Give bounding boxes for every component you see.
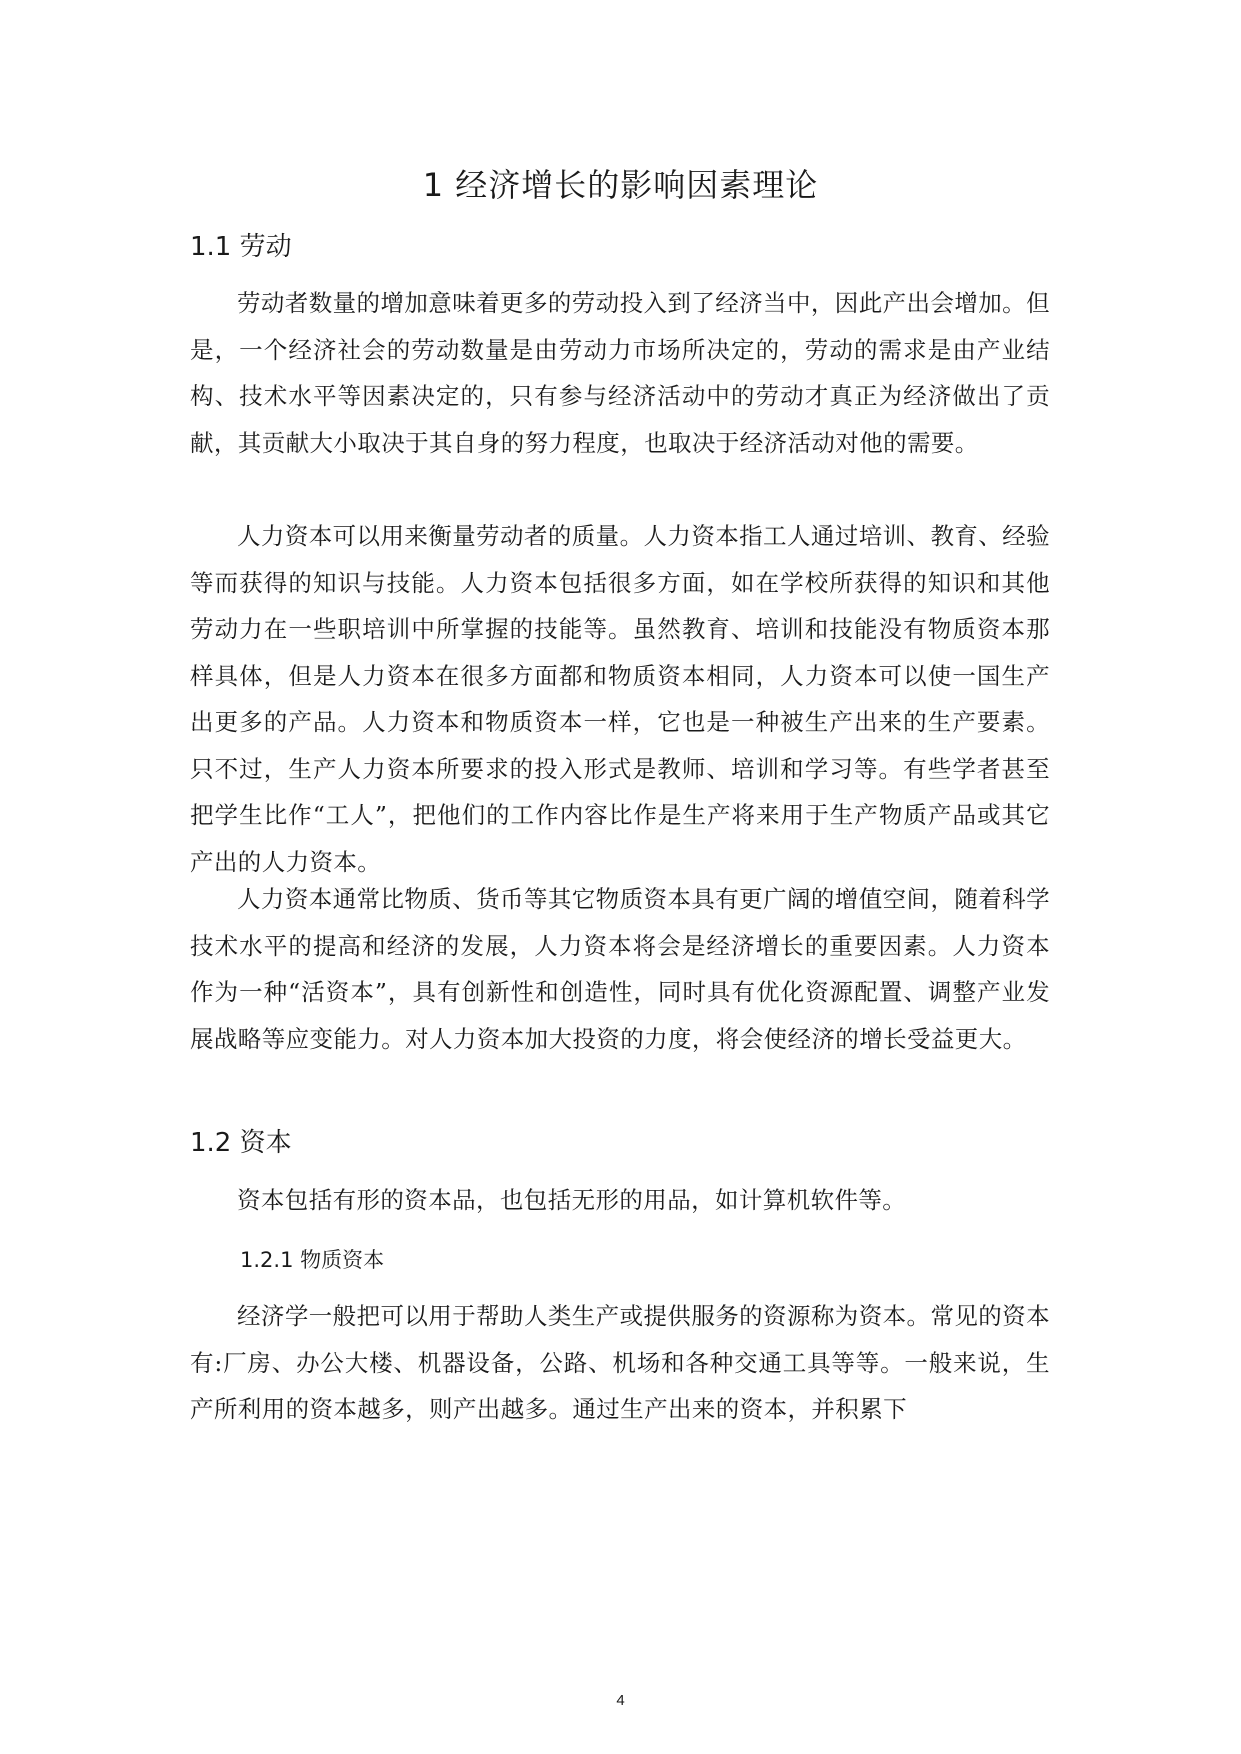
paragraph-labor-quantity: 劳动者数量的增加意味着更多的劳动投入到了经济当中，因此产出会增加。但是，一个经济社会的劳动数量是由劳动力市场所决定的，劳动的需求是由产业结构、技术水平等因素决定的，只有参与经济活动中的劳动才真正为经济做出了贡献，其贡献大小取决于其自身的努力程度，也取决于经济活动对他的需要。 xyxy=(190,289,1050,457)
paragraph-human-capital: 人力资本可以用来衡量劳动者的质量。人力资本指工人通过培训、教育、经验等而获得的知识与技能。人力资本包括很多方面，如在学校所获得的知识和其他劳动力在一些职培训中所掌握的技能等。虽然教育、培训和技能没有物质资本那样具体，但是人力资本在很多方面都和物质资本相同，人力资本可以使一国生产出更多的产品。人力资本和物质资本一样，它也是一种被生产出来的生产要素。只不过，生产人力资本所要求的投入形式是教师、培训和学习等。有些学者甚至把学生比作“工人”，把他们的工作内容比作是生产将来用于生产物质产品或其它产出的人力资本。 xyxy=(190,522,1050,876)
chapter-title: 1 经济增长的影响因素理论 xyxy=(422,166,819,204)
paragraph-physical-capital: 经济学一般把可以用于帮助人类生产或提供服务的资源称为资本。常见的资本有:厂房、办公大楼、机器设备，公路、机场和各种交通工具等等。一般来说，生产所利用的资本越多，则产出越多。通过生产出来的资本，并积累下 xyxy=(190,1302,1050,1423)
section-heading-labor: 1.1 劳动 xyxy=(190,232,292,262)
paragraph-human-capital-growth: 人力资本通常比物质、货币等其它物质资本具有更广阔的增值空间，随着科学技术水平的提高和经济的发展，人力资本将会是经济增长的重要因素。人力资本作为一种“活资本”，具有创新性和创造性，同时具有优化资源配置、调整产业发展战略等应变能力。对人力资本加大投资的力度，将会使经济的增长受益更大。 xyxy=(190,885,1050,1053)
subsection-heading-physical-capital: 1.2.1 物质资本 xyxy=(240,1248,385,1272)
section-heading-capital: 1.2 资本 xyxy=(190,1128,292,1158)
paragraph-capital-definition: 资本包括有形的资本品，也包括无形的用品，如计算机软件等。 xyxy=(237,1186,907,1214)
page-number: 4 xyxy=(616,1692,625,1709)
